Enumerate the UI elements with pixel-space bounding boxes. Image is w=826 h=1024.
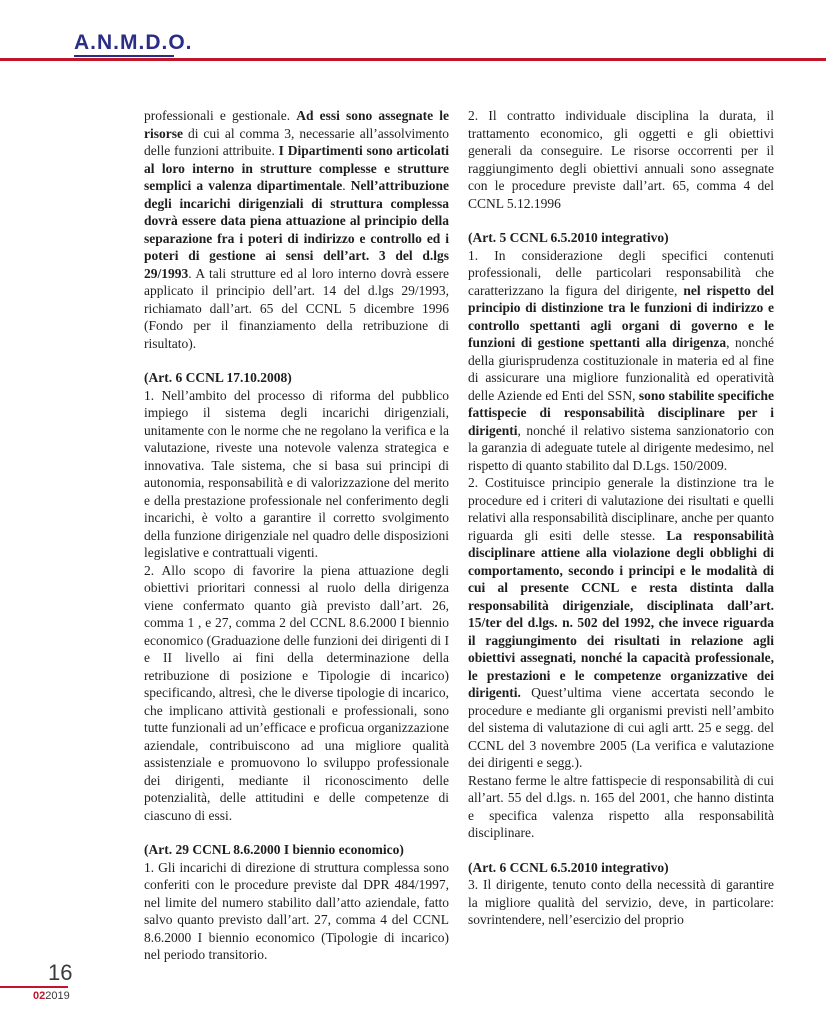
journal-logo: A.N.M.D.O.	[74, 31, 193, 54]
bold-text-run: Nell’attribuzione degli incarichi dirigenziali di struttura complessa dovrà essere data piena attuazione al principio della separazione fra i poteri di indirizzo e controllo ed i poteri di gestione ai sensi dell’art. 3 del d.lgs 29/1993	[144, 178, 449, 281]
text-run: Quest’ultima viene accertata secondo le procedure e mediante gli organismi previsti nell’ambito del sistema di valutazione di cui agli artt. 25 e segg. del CCNL del 3 novembre 2005 (La verifica e valutazione dei dirigenti e segg.).	[468, 685, 774, 770]
right-paragraph-2	[468, 247, 774, 475]
left-paragraph-1	[144, 107, 449, 352]
bold-text-run: nel rispetto del principio di distinzione tra le funzioni di indirizzo e controllo spettanti agli organi di governo e le funzioni di gestione spettanti alla dirigenza	[468, 282, 774, 350]
text-run: 2. Costituisce principio generale la distinzione tra le procedure ed i criteri di valutazione dei risultati e quelli relativi alla responsabilità disciplinare, anche per quanto riguarda gli esiti delle stesse.	[468, 475, 774, 543]
issue-number: 02	[33, 990, 46, 1002]
page-number: 16	[48, 960, 73, 985]
section-heading-art5-2010: (Art. 5 CCNL 6.5.2010 integrativo)	[468, 230, 669, 245]
text-run: 1. In considerazione degli specifici contenuti professionali, delle particolari responsabilità che caratterizzano la figura del dirigente,	[468, 247, 774, 298]
text-run: . A tali strutture ed al loro interno dovrà essere applicato il principio dell’art. 14 del d.lgs 29/1993, richiamato dall’art. 65 del CCNL 5 dicembre 1996 (Fondo per il finanziamento della retribuzione di risultato).	[144, 265, 449, 351]
section-heading-art6-2008: (Art. 6 CCNL 17.10.2008)	[144, 370, 292, 385]
bold-text-run: sono stabilite specifiche fattispecie di responsabilità disciplinare per i dirigenti	[468, 387, 775, 438]
text-run: , nonché il relativo sistema sanzionatorio con la garanzia di adeguate tutele al dirigente medesimo, nel rispetto di quanto stabilito dal D.Lgs. 150/2009.	[468, 422, 774, 473]
text-run: , nonché della giurisprudenza costituzionale in materia ed al fine di assicurare una migliore funzionalità ed operatività delle Aziende ed Enti del SSN,	[468, 335, 774, 403]
bold-text-run: I Dipartimenti sono articolati al loro interno in strutture complesse e strutture semplici a valenza dipartimentale	[144, 143, 449, 193]
right-paragraph-5: 3. Il dirigente, tenuto conto della necessità di garantire la migliore qualità del servizio, deve, in particolare: sovrintendere, nell’esercizio del proprio	[468, 877, 774, 927]
left-paragraph-2: 1. Nell’ambito del processo di riforma del pubblico impiego il sistema degli incarichi dirigenziali, unitamente con le norme che ne regolano la verifica e la valutazione, riveste una notevole valenza strategica e innovativa. Tale sistema, che si basa sui principi di autonomia, responsabilità e di valorizzazione del merito e della prestazione professionale nel conferimento degli incarichi, è volto a garantire il corretto svolgimento della funzione dirigenziale nel quadro delle disposizioni legislative e contrattuali vigenti.	[144, 387, 449, 560]
section-heading-art29-2000: (Art. 29 CCNL 8.6.2000 I biennio economico)	[144, 842, 404, 857]
text-run: di cui al comma 3, necessarie all’assolvimento delle funzioni attribuite.	[144, 125, 449, 158]
text-run: .	[342, 178, 351, 193]
right-text-column	[468, 107, 774, 929]
right-paragraph-4: Restano ferme le altre fattispecie di responsabilità di cui all’art. 55 del d.lgs. n. 165 del 2001, che hanno distinta e specifica valenza rispetto alla responsabilità disciplinare.	[468, 772, 774, 840]
section-heading-art6-2010: (Art. 6 CCNL 6.5.2010 integrativo)	[468, 859, 669, 875]
header-divider	[0, 58, 826, 61]
footer-divider	[0, 986, 68, 988]
right-paragraph-1: 2. Il contratto individuale disciplina la durata, il trattamento economico, gli oggetti e gli obiettivi generali da conseguire. Le risorse occorrenti per il raggiungimento degli obiettivi annuali sono assegnate con le procedure previste dall’art. 65, comma 4 del CCNL 5.12.1996	[468, 108, 774, 211]
issue-label	[33, 990, 70, 1002]
logo-underline	[74, 55, 174, 57]
right-paragraph-3	[468, 474, 774, 772]
left-text-column	[144, 107, 449, 964]
text-run: professionali e gestionale.	[144, 108, 297, 123]
bold-text-run: La responsabilità disciplinare attiene alla violazione degli obblighi di comportamento, secondo i principi e le modalità di cui al presente CCNL e resta distinta dalla responsabilità dirigenziale, disciplinata dall’art. 15/ter del d.lgs. n. 502 del 1992, che invece riguarda il raggiungimento dei risultati in relazione agli obiettivi assegnati, nonché la capacità professionale, le prestazioni e le competenze organizzative dei dirigenti.	[468, 527, 774, 700]
left-paragraph-4: 1. Gli incarichi di direzione di struttura complessa sono conferiti con le procedure previste dal DPR 484/1997, nel limite del numero stabilito dall’atto aziendale, fatto salvo quanto previsto dall’art. 27, comma 4 del CCNL 8.6.2000 I biennio economico (Tipologie di incarico) nel periodo transitorio.	[144, 859, 449, 962]
issue-year: 2019	[45, 990, 70, 1002]
bold-text-run: Ad essi sono assegnate le risorse	[144, 108, 449, 141]
left-paragraph-3: 2. Allo scopo di favorire la piena attuazione degli obiettivi prioritari connessi al ruolo della dirigenza viene confermato quanto già previsto dall’art. 26, comma 1 , e 27, comma 2 del CCNL 8.6.2000 I biennio economico (Graduazione delle funzioni dei dirigenti di I e II livello ai fini della determinazione della retribuzione di posizione e Tipologie di incarico) specificando, altresì, che le diverse tipologie di incarico, che implicano attività gestionali e professionali, sono tutte funzionali ad un’efficace e proficua organizzazione aziendale, contribuiscono ad una migliore qualità assistenziale e promuovono lo sviluppo professionale dei dirigenti, mediante il riconoscimento delle potenzialità, delle attitudini e delle competenze di ciascuno di essi.	[144, 562, 449, 823]
